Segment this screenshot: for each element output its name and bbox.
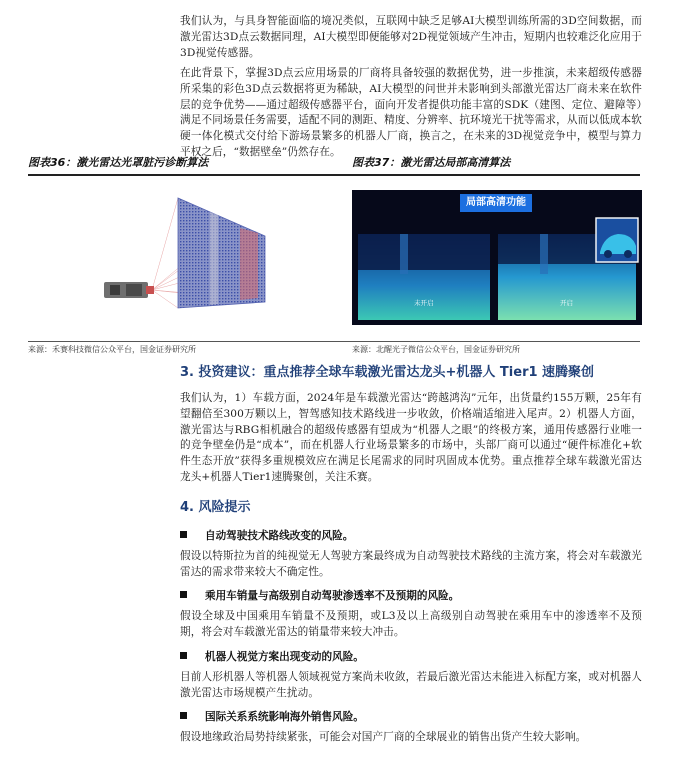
figure-bottom-rule [28, 341, 640, 342]
risk-4-body: 假设地缘政治局势持续紧张，可能会对国产厂商的全球展业的销售出货产生较大影响。 [180, 731, 587, 743]
label-off: 未开启 [414, 299, 434, 307]
figure-37-source: 来源：北醒光子微信公众平台，国金证券研究所 [352, 345, 520, 354]
risk-1-body: 假设以特斯拉为首的纯视觉无人驾驶方案最终成为自动驾驶技术路线的主流方案，将会对车载激光雷达的需求带来较大不确定性。 [180, 550, 642, 578]
bullet-square-icon [180, 652, 187, 659]
bullet-square-icon [180, 591, 187, 598]
section-3-heading: 3. 投资建议：重点推荐全球车载激光雷达龙头+机器人 Tier1 速腾聚创 [180, 365, 595, 380]
bullet-square-icon [180, 531, 187, 538]
risk-1-title: 自动驾驶技术路线改变的风险。 [180, 528, 353, 544]
label-on: 开启 [560, 299, 573, 307]
lidar-device-icon [104, 282, 154, 298]
local-hd-banner: 局部高清功能 [460, 194, 532, 212]
figure-36-image [90, 190, 290, 325]
figure-36-source: 来源：禾赛科技微信公众平台，国金证券研究所 [28, 345, 196, 354]
figure-37-caption: 图表37：激光雷达局部高清算法 [352, 156, 511, 169]
section-4-heading: 4. 风险提示 [180, 500, 251, 515]
bullet-square-icon [180, 712, 187, 719]
intro-paragraph-2: 在此背景下，掌握3D点云应用场景的厂商将具备较强的数据优势，进一步推演，未来超级传感器所采集的彩色3D点云数据将更为稀缺，AI大模型的问世并未影响到头部激光雷达厂商未来在软件层的竞争优势——通过超级传感器平台，面向开发者提供功能丰富的SDK（建图、定位、避障等）满足不同场景任务需要，适配不同的测距、精度、分辨率、抗环境光干扰等需求，从而以低成本软硬一体化模式交付给下游场景繁多的机器人厂商，换言之，在未来的3D视觉竞争中，模型与算力平权之后，“数据壁垒”仍然存在。 [180, 67, 642, 158]
risk-3-title: 机器人视觉方案出现变动的风险。 [180, 649, 364, 665]
section-3-body: 我们认为，1）车载方面，2024年是车载激光雷达“跨越鸿沟”元年，出货量约155万颗，25年有望翻倍至300万颗以上，智驾感知技术路线进一步收敛，价格端适缩进入尾声。2）机器人方面，激光雷达与RBG相机融合的超级传感器有望成为“机器人之眼”的终极方案，通用传感器行业唯一的竞争壁垒仍是“成本”，而在机器人行业场景繁多的市场中，头部厂商可以通过“硬件标准化+软件生态开放”获得多重规模效应在满足长尾需求的同时巩固成本优势。重点推荐全球车载激光雷达龙头+机器人Tier1速腾聚创，关注禾赛。 [180, 392, 642, 483]
figure-top-rule [28, 174, 640, 176]
risk-2-title: 乘用车销量与高级别自动驾驶渗透率不及预期的风险。 [180, 588, 459, 604]
figure-36-caption: 图表36：激光雷达光罩脏污诊断算法 [28, 156, 209, 169]
intro-paragraph-1: 我们认为，与具身智能面临的境况类似，互联网中缺乏足够AI大模型训练所需的3D空间数据，而激光雷达3D点云数据同理，AI大模型即便能够对2D视觉领域产生冲击，短期内也较难泛化应用于3D视觉传感器。 [180, 15, 642, 59]
lidar-dirt-diagnosis-illustration [90, 190, 290, 325]
figure-37-image [352, 190, 642, 325]
risk-2-body: 假设全球及中国乘用车销量不及预期，或L3及以上高级别自动驾驶在乘用车中的渗透率不及预期，将会对车载激光雷达的销量带来较大冲击。 [180, 610, 642, 638]
risk-3-body: 目前人形机器人等机器人领域视觉方案尚未收敛，若最后激光雷达未能进入标配方案，或对机器人激光雷达市场规模产生扰动。 [180, 671, 642, 699]
risk-4-title: 国际关系系统影响海外销售风险。 [180, 709, 364, 725]
